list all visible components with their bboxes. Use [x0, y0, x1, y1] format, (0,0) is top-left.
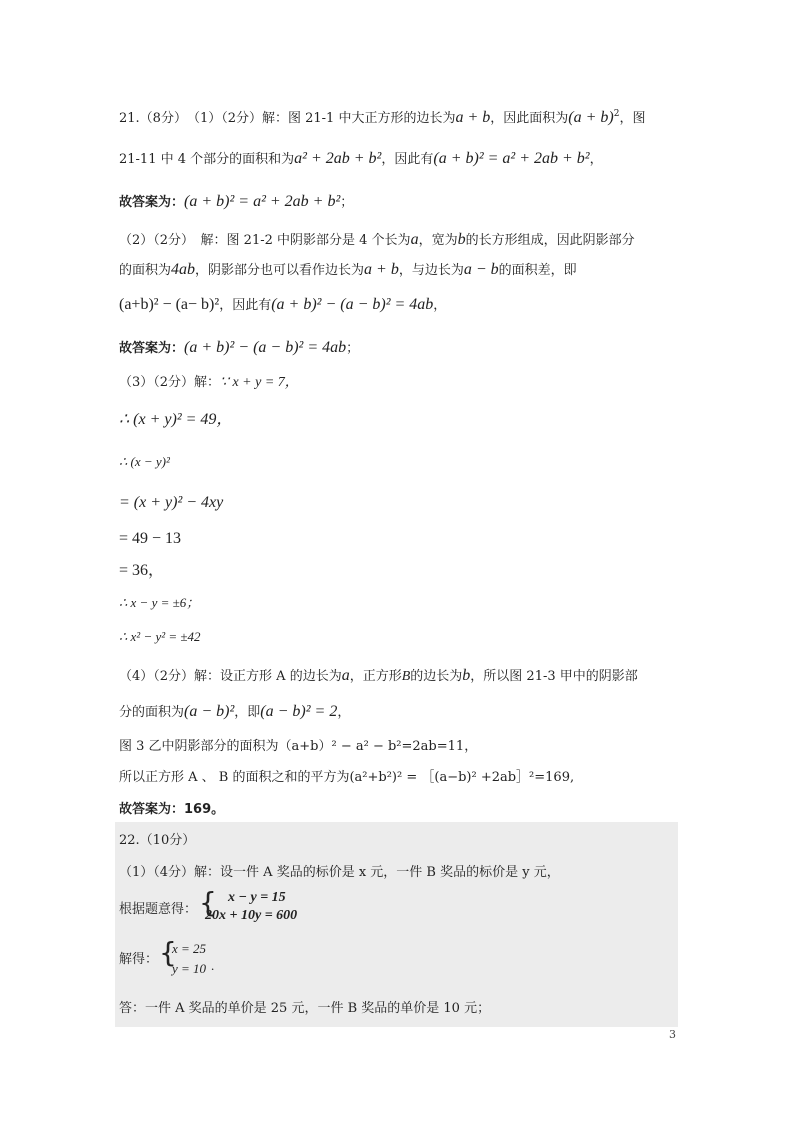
q21-part4-line-3: 图 3 乙中阴影部分的面积为（a+b）² − a² − b²=2ab=11， — [119, 739, 478, 754]
math: (a − b)² — [184, 703, 235, 720]
text: 的面积差，即 — [498, 263, 577, 278]
text: ，因此有 — [381, 152, 434, 167]
q21-line-1: 21.（8分） （1）（2分）解：图 21-1 中大正方形的边长为a + b，因此面积为$(a + b)^2$，图 — [119, 109, 646, 126]
q21-step-3: = (x + y)² − 4xy — [119, 494, 224, 511]
text: 的面积为 — [119, 263, 172, 278]
q21-part4-line-4: 所以正方形 A 、 B 的面积之和的平方为(a²+b²)² = ［(a−b)² +2ab］²=169, — [119, 770, 575, 785]
q21-answer-2 — [119, 340, 359, 356]
text: ，因此有 — [219, 298, 272, 313]
math: a — [410, 231, 419, 248]
text: ，与边长为 — [398, 263, 464, 278]
left-brace-icon: { — [199, 886, 217, 919]
text: ，宽为 — [418, 233, 458, 248]
math: (a + b)² − (a − b)² = 4ab — [271, 296, 434, 313]
math: a + b — [364, 261, 399, 278]
text: ； — [346, 341, 360, 356]
math: (a − b)² = 2 — [260, 703, 338, 720]
math: (a + b) — [568, 109, 614, 126]
text: 的长方形组成，因此阴影部分 — [465, 233, 635, 248]
q21-part4-line-1 — [119, 668, 638, 684]
q21-step-1: ∴ (x + y)² = 49， — [119, 411, 233, 428]
math: a + b — [455, 109, 491, 126]
text: ，所以图 21-3 甲中的阴影部 — [470, 669, 638, 684]
text: ， — [433, 298, 447, 313]
q22-line-1: （1）（4分）解：设一件 A 奖品的标价是 x 元，一件 B 奖品的标价是 y 元， — [119, 865, 560, 880]
text: ，阴影部分也可以看作边长为 — [195, 263, 365, 278]
q21-step-6: ∴ x − y = ±6； — [119, 595, 200, 610]
answer-label: 故答案为： — [119, 195, 185, 210]
text: （2）（2分） 解：图 21-2 中阴影部分是 4 个长为 — [119, 233, 411, 248]
math: b — [462, 667, 471, 684]
text: ，因此面积为 — [490, 111, 569, 126]
math: (a+b)² − (a− b)² — [119, 296, 220, 313]
q21-step-5: = 36， — [119, 562, 165, 579]
left-brace-icon: { — [159, 936, 177, 969]
q21-answer-1 — [119, 194, 353, 210]
text: ， — [337, 705, 351, 720]
q22-shaded-block — [115, 822, 678, 1027]
q22-label-solution: 解得： — [119, 952, 159, 967]
answer-label: 故答案为： — [119, 341, 185, 356]
q21-part2-line-2 — [119, 262, 577, 278]
text: 21-11 中 4 个部分的面积和为 — [119, 152, 295, 167]
q22-solution-period: . — [211, 958, 215, 973]
q21-part4-line-2 — [119, 704, 350, 720]
q22-title: 22.（10分） — [119, 833, 196, 848]
q22-equation-1: x − y = 15 — [228, 890, 286, 905]
q21-step-7: ∴ x² − y² = ±42 — [119, 629, 201, 644]
q21-step-4: = 49 − 13 — [119, 530, 182, 547]
page-number: 3 — [669, 1028, 676, 1041]
q22-solution-1: x = 25 — [172, 941, 207, 956]
q21-answer-4: 故答案为：169。 — [119, 802, 225, 817]
math: (a + b)² = a² + 2ab + b² — [433, 150, 590, 167]
q21-step-2: ∴ (x − y)² — [119, 454, 170, 469]
q22-equation-2: 20x + 10y = 600 — [205, 908, 298, 923]
q21-part2-line-1 — [119, 232, 635, 248]
math: b — [457, 231, 466, 248]
q22-answer: 答：一件 A 奖品的单价是 25 元，一件 B 奖品的单价是 10 元； — [119, 1001, 491, 1016]
math: B — [401, 669, 411, 684]
math: a − b — [463, 261, 499, 278]
math: ∵ x + y = 7， — [220, 375, 299, 390]
q21-line-2 — [119, 151, 603, 167]
q21-part3-head — [119, 376, 299, 390]
text: （3）（2分）解： — [119, 375, 221, 390]
text: 21.（8分） （1）（2分）解：图 21-1 中大正方形的边长为 — [119, 111, 456, 126]
math: (a + b)² = a² + 2ab + b² — [184, 193, 341, 210]
math: a — [341, 667, 350, 684]
text: （4）（2分）解：设正方形 A 的边长为 — [119, 669, 342, 684]
text: ，正方形 — [349, 669, 402, 684]
text: ，即 — [234, 705, 261, 720]
q22-label-system: 根据题意得： — [119, 902, 198, 917]
text: 分的面积为 — [119, 705, 185, 720]
math: 4ab — [171, 261, 196, 278]
math: a² + 2ab + b² — [294, 150, 382, 167]
q21-part2-line-3 — [119, 297, 446, 313]
math: (a + b)² − (a − b)² = 4ab — [184, 339, 347, 356]
text: ； — [340, 195, 354, 210]
text: 的边长为 — [410, 669, 463, 684]
text: ，图 — [619, 111, 646, 126]
text: ， — [589, 152, 603, 167]
q22-solution-2: y = 10 — [172, 961, 207, 976]
